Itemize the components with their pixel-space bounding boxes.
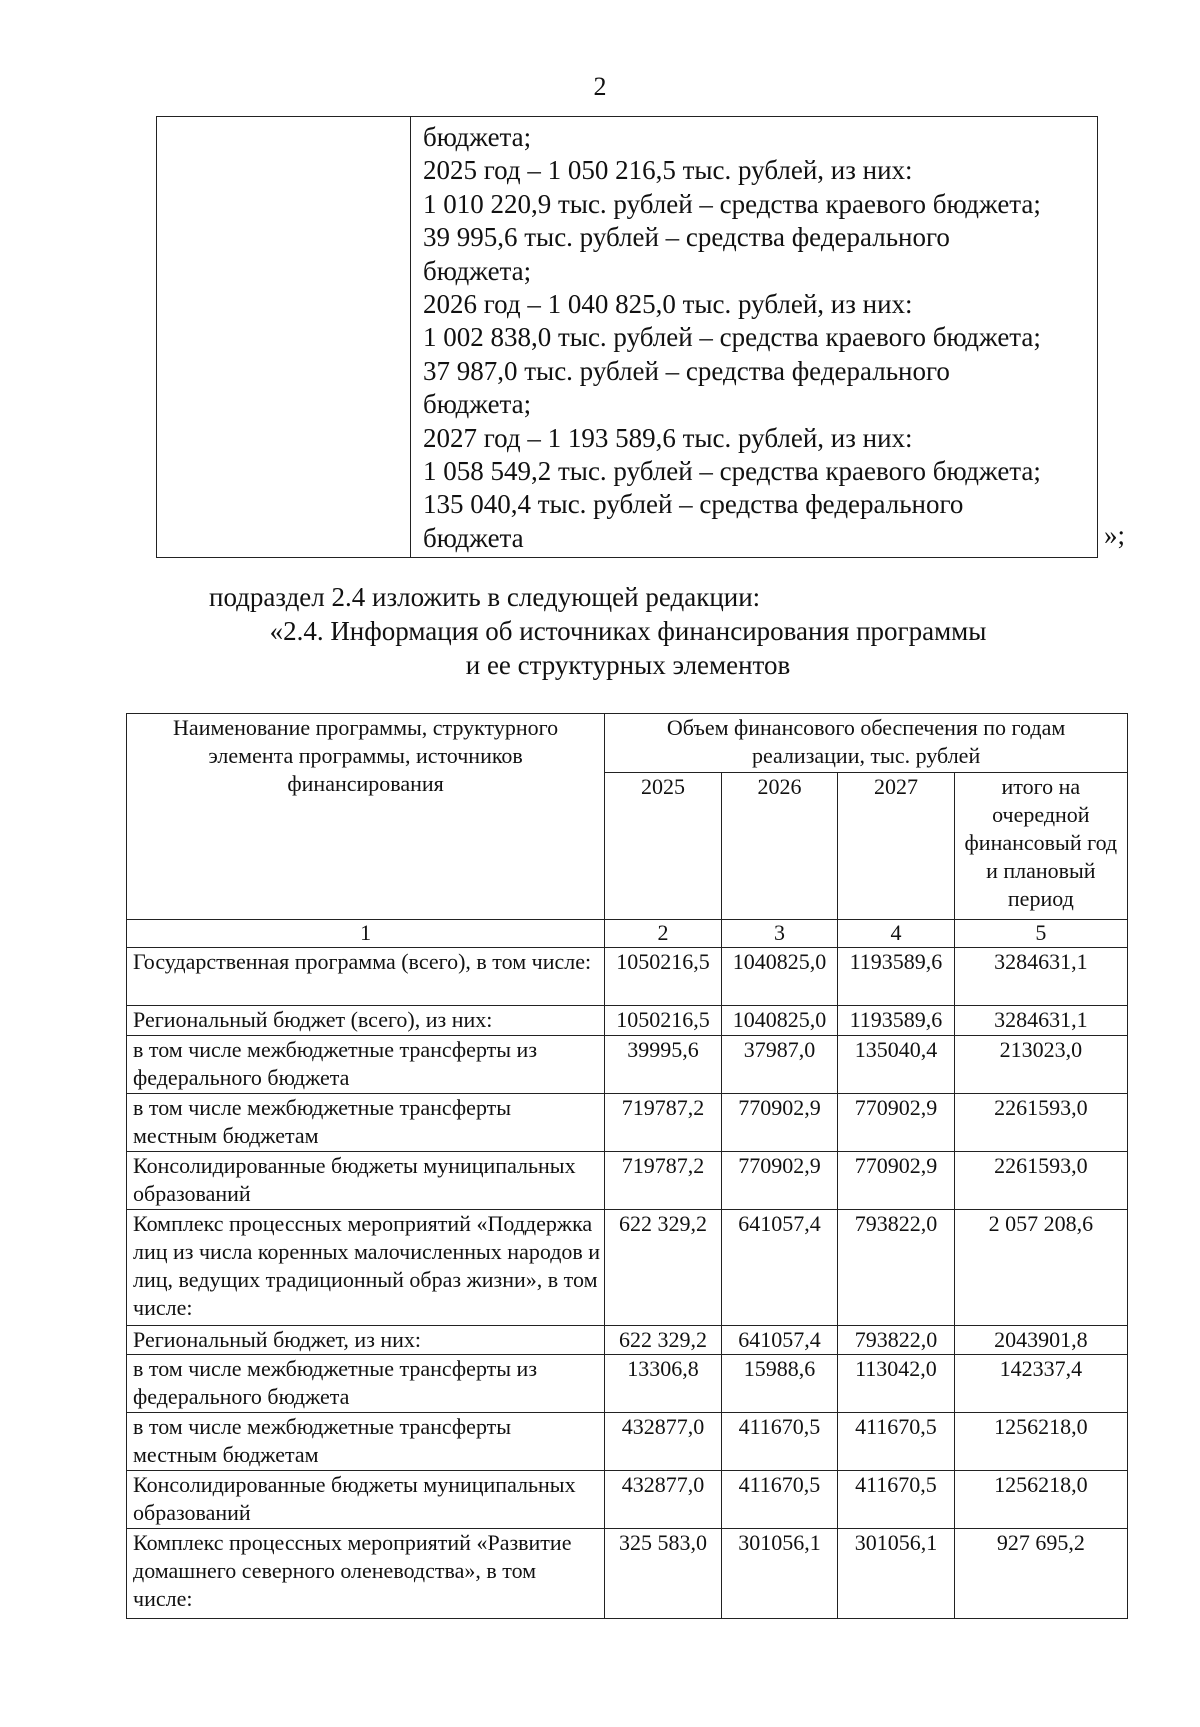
value-2026: 641057,4 <box>721 1209 838 1325</box>
value-2026: 411670,5 <box>721 1471 838 1529</box>
value-2027: 113042,0 <box>838 1355 955 1413</box>
value-2025: 432877,0 <box>605 1471 722 1529</box>
value-2026: 1040825,0 <box>721 948 838 1006</box>
value-2027: 770902,9 <box>838 1093 955 1151</box>
value-2026: 301056,1 <box>721 1529 838 1619</box>
header-program-name: Наименование программы, структурного элемента программы, источников финансирования <box>127 714 605 920</box>
value-2025: 1050216,5 <box>605 948 722 1006</box>
row-name: Консолидированные бюджеты муниципальных образований <box>127 1151 605 1209</box>
header-funding-volume: Объем финансового обеспечения по годам реализации, тыс. рублей <box>605 714 1128 773</box>
table-row <box>127 1413 1128 1471</box>
value-total: 142337,4 <box>954 1355 1127 1413</box>
value-2026: 770902,9 <box>721 1151 838 1209</box>
section-heading <box>0 614 1200 682</box>
table-row <box>127 1093 1128 1151</box>
value-2025: 622 329,2 <box>605 1209 722 1325</box>
value-total: 2261593,0 <box>954 1093 1127 1151</box>
summary-line: 1 002 838,0 тыс. рублей – средства краевого бюджета; <box>423 322 1041 353</box>
row-name: Консолидированные бюджеты муниципальных образований <box>127 1471 605 1529</box>
summary-line: бюджета; <box>423 389 532 420</box>
table-row <box>127 1355 1128 1413</box>
value-2027: 793822,0 <box>838 1325 955 1355</box>
value-2025: 719787,2 <box>605 1093 722 1151</box>
column-index: 1 <box>127 919 605 948</box>
section-heading-line-2: и ее структурных элементов <box>465 650 791 680</box>
summary-line: 1 058 549,2 тыс. рублей – средства краевого бюджета; <box>423 456 1041 487</box>
header-year-2027: 2027 <box>838 773 955 920</box>
summary-line: 37 987,0 тыс. рублей – средства федерального <box>423 355 950 386</box>
financing-table <box>126 713 1128 1619</box>
value-2026: 37987,0 <box>721 1035 838 1093</box>
summary-text-cell <box>411 117 1098 558</box>
value-total: 927 695,2 <box>954 1529 1127 1619</box>
column-index: 2 <box>605 919 722 948</box>
header-year-2025: 2025 <box>605 773 722 920</box>
table-row <box>127 1471 1128 1529</box>
value-2025: 39995,6 <box>605 1035 722 1093</box>
value-2026: 1040825,0 <box>721 1006 838 1036</box>
table-row <box>127 1006 1128 1036</box>
continued-summary-table <box>156 116 1098 558</box>
row-name: в том числе межбюджетные трансферты местным бюджетам <box>127 1093 605 1151</box>
table-row <box>127 1151 1128 1209</box>
section-heading-line-1: «2.4. Информация об источниках финансирования программы <box>269 616 987 646</box>
value-total: 1256218,0 <box>954 1413 1127 1471</box>
value-total: 2261593,0 <box>954 1151 1127 1209</box>
value-2027: 1193589,6 <box>838 1006 955 1036</box>
value-2027: 135040,4 <box>838 1035 955 1093</box>
table-row <box>127 1035 1128 1093</box>
row-name: в том числе межбюджетные трансферты из федерального бюджета <box>127 1355 605 1413</box>
table-row <box>127 948 1128 1006</box>
value-2027: 770902,9 <box>838 1151 955 1209</box>
value-2025: 622 329,2 <box>605 1325 722 1355</box>
summary-line: 2026 год – 1 040 825,0 тыс. рублей, из них: <box>423 289 913 320</box>
table-row <box>127 1209 1128 1325</box>
value-2026: 15988,6 <box>721 1355 838 1413</box>
value-2025: 325 583,0 <box>605 1529 722 1619</box>
column-index: 3 <box>721 919 838 948</box>
row-name: Региональный бюджет (всего), из них: <box>127 1006 605 1036</box>
column-index: 4 <box>838 919 955 948</box>
value-total: 3284631,1 <box>954 1006 1127 1036</box>
header-year-2026: 2026 <box>721 773 838 920</box>
value-total: 3284631,1 <box>954 948 1127 1006</box>
summary-line: 2027 год – 1 193 589,6 тыс. рублей, из них: <box>423 422 913 453</box>
value-total: 1256218,0 <box>954 1471 1127 1529</box>
row-name: в том числе межбюджетные трансферты местным бюджетам <box>127 1413 605 1471</box>
summary-line: бюджета; <box>423 255 532 286</box>
summary-line: бюджета; <box>423 122 532 152</box>
row-name: Комплекс процессных мероприятий «Развитие домашнего северного оленеводства», в том числе: <box>127 1529 605 1619</box>
value-2027: 411670,5 <box>838 1413 955 1471</box>
value-2027: 1193589,6 <box>838 948 955 1006</box>
page-number: 2 <box>593 72 607 101</box>
row-name: Государственная программа (всего), в том числе: <box>127 948 605 1006</box>
amendment-intro: подраздел 2.4 изложить в следующей редакции: <box>209 582 761 612</box>
value-2026: 641057,4 <box>721 1325 838 1355</box>
table-row <box>127 1325 1128 1355</box>
row-name: Комплекс процессных мероприятий «Поддержка лиц из числа коренных малочисленных народов и лиц, ведущих традиционный образ жизни», в том числе: <box>127 1209 605 1325</box>
value-2025: 1050216,5 <box>605 1006 722 1036</box>
value-total: 2043901,8 <box>954 1325 1127 1355</box>
table-row <box>127 1529 1128 1619</box>
summary-label-cell <box>157 117 411 558</box>
summary-line: 135 040,4 тыс. рублей – средства федерального <box>423 489 964 520</box>
summary-line: 39 995,6 тыс. рублей – средства федерального <box>423 222 950 253</box>
value-2027: 411670,5 <box>838 1471 955 1529</box>
closing-quote-mark: »; <box>1104 520 1126 550</box>
value-total: 2 057 208,6 <box>954 1209 1127 1325</box>
value-2025: 719787,2 <box>605 1151 722 1209</box>
row-name: в том числе межбюджетные трансферты из федерального бюджета <box>127 1035 605 1093</box>
value-total: 213023,0 <box>954 1035 1127 1093</box>
row-name: Региональный бюджет, из них: <box>127 1325 605 1355</box>
value-2025: 432877,0 <box>605 1413 722 1471</box>
value-2027: 793822,0 <box>838 1209 955 1325</box>
column-index: 5 <box>954 919 1127 948</box>
value-2025: 13306,8 <box>605 1355 722 1413</box>
header-total: итого на очередной финансовый год и плановый период <box>954 773 1127 920</box>
summary-line: 1 010 220,9 тыс. рублей – средства краевого бюджета; <box>423 188 1041 219</box>
value-2026: 770902,9 <box>721 1093 838 1151</box>
value-2027: 301056,1 <box>838 1529 955 1619</box>
summary-line: 2025 год – 1 050 216,5 тыс. рублей, из них: <box>423 155 913 186</box>
value-2026: 411670,5 <box>721 1413 838 1471</box>
summary-line: бюджета <box>423 522 524 553</box>
